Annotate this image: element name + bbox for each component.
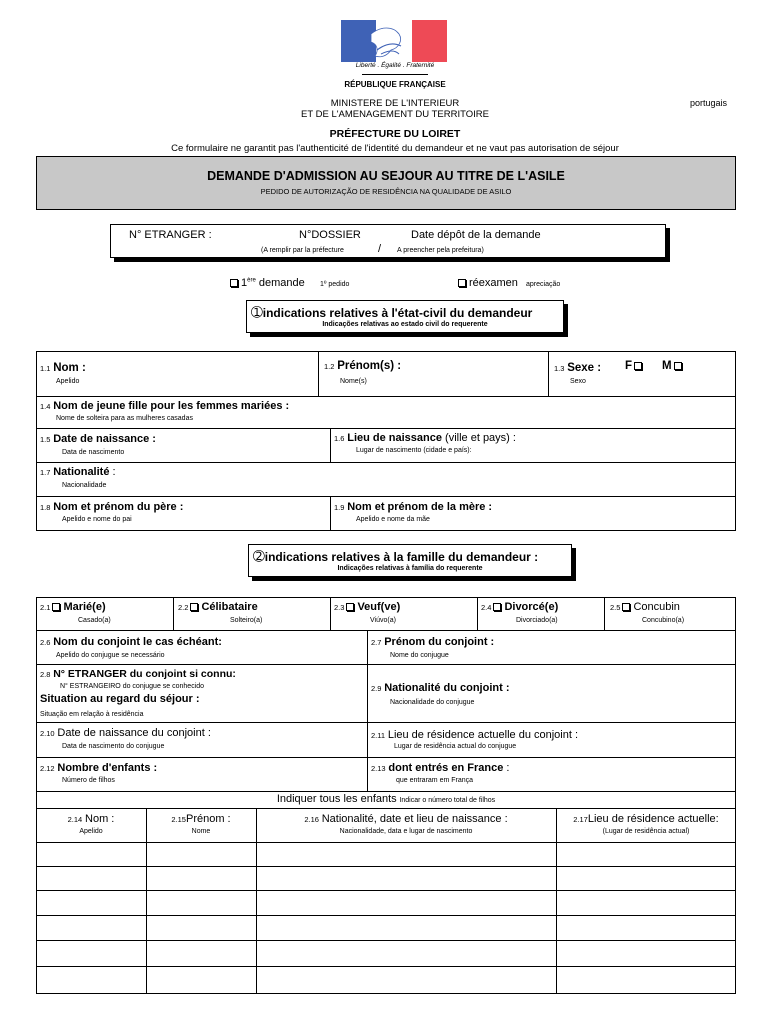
col-children-nationality-pt: Nacionalidade, data e lugar de nascimento xyxy=(339,828,473,835)
section2-subtitle: Indicações relativas à família do requerente xyxy=(337,565,483,572)
field-1-3-pt: Sexo xyxy=(570,378,586,385)
checkbox-icon[interactable] xyxy=(52,603,60,611)
field-1-5[interactable]: 1.5 Date de naissance : xyxy=(40,433,156,445)
form-subtitle: PEDIDO DE AUTORIZAÇÃO DE RESIDÊNCIA NA QUALIDADE DE ASILO xyxy=(260,187,512,196)
field-1-5-pt: Data de nascimento xyxy=(62,449,125,456)
republic-label: RÉPUBLIQUE FRANÇAISE xyxy=(344,80,446,89)
slash-separator: / xyxy=(378,243,382,255)
section2-title: ➁indications relatives à la famille du demandeur : xyxy=(253,548,539,564)
status-concubin-option[interactable]: 2.5 Concubin xyxy=(610,601,680,613)
field-1-1-pt: Apelido xyxy=(56,378,80,385)
field-2-10-pt: Data de nascimento do conjugue xyxy=(62,743,165,750)
col-children-name-pt: Apelido xyxy=(79,828,103,835)
field-2-6[interactable]: 2.6 Nom du conjoint le cas échéant: xyxy=(40,636,222,648)
field-2-12[interactable]: 2.12 Nombre d'enfants : xyxy=(40,762,158,774)
etranger-number-label: N° ETRANGER : xyxy=(129,229,212,241)
checkbox-icon[interactable] xyxy=(634,362,642,370)
date-depot-label: Date dépôt de la demande xyxy=(411,229,541,241)
disclaimer: Ce formulaire ne garantit pas l'authenticité de l'identité du demandeur et ne vaut pas autorisation de séjour xyxy=(171,143,619,154)
col-children-residence-pt: (Lugar de residência actual) xyxy=(602,828,690,835)
first-request-option[interactable]: 1ère demande xyxy=(228,277,305,289)
republic-logo xyxy=(341,20,447,62)
field-1-9[interactable]: 1.9 Nom et prénom de la mère : xyxy=(334,501,493,513)
status-divorced-pt: Divorciado(a) xyxy=(516,617,558,624)
first-request-pt: 1º pedido xyxy=(320,281,350,288)
field-2-9-pt: Nacionalidade do conjugue xyxy=(390,699,475,706)
dossier-number-label: N°DOSSIER xyxy=(299,229,361,241)
field-1-9-pt: Apelido e nome da mãe xyxy=(356,516,430,523)
status-single-pt: Solteiro(a) xyxy=(230,617,263,624)
field-2-10[interactable]: 2.10 Date de naissance du conjoint : xyxy=(40,727,211,739)
ministry-line1: MINISTERE DE L'INTERIEUR xyxy=(330,98,460,109)
children-table-header: Indiquer tous les enfants Indicar o número total de filhos xyxy=(276,793,496,805)
field-1-4-pt: Nome de solteira para as mulheres casadas xyxy=(56,415,193,422)
checkbox-icon[interactable] xyxy=(674,362,682,370)
status-concubin-pt: Concubino(a) xyxy=(642,617,685,624)
status-widowed-option[interactable]: 2.3 Veuf(ve) xyxy=(334,601,401,613)
field-1-1[interactable]: 1.1 Nom : xyxy=(40,362,86,374)
field-2-11[interactable]: 2.11 Lieu de résidence actuelle du conjoint : xyxy=(371,729,579,741)
table-row[interactable] xyxy=(37,867,735,890)
table-row[interactable] xyxy=(37,843,735,866)
field-2-13-pt: que entraram em França xyxy=(396,777,474,784)
field-1-2-pt: Nome(s) xyxy=(340,378,367,385)
checkbox-icon[interactable] xyxy=(190,603,198,611)
title-banner xyxy=(36,156,736,210)
section1-subtitle: Indicações relativas ao estado civil do requerente xyxy=(322,321,488,328)
field-1-7-pt: Nacionalidade xyxy=(62,482,107,489)
a-remplir-note: (A remplir par la préfecture xyxy=(261,247,344,254)
status-married-pt: Casado(a) xyxy=(78,617,111,624)
field-2-8-pt: N° ESTRANGEIRO do conjugue se conhecido xyxy=(60,683,205,690)
sex-female-option[interactable]: F xyxy=(625,360,645,372)
table-row[interactable] xyxy=(37,891,735,915)
checkbox-icon[interactable] xyxy=(493,603,501,611)
ministry-line2: ET DE L'AMENAGEMENT DU TERRITOIRE xyxy=(301,109,489,120)
field-2-12-pt: Número de filhos xyxy=(62,777,115,784)
col-children-nationality: 2.16 Nationalité, date et lieu de naissance : xyxy=(304,813,508,825)
field-1-6-pt: Lugar de nascimento (cidade e país): xyxy=(356,447,472,454)
col-children-firstname: 2.15Prénom : xyxy=(171,813,231,825)
field-2-9[interactable]: 2.9 Nationalité du conjoint : xyxy=(371,682,510,694)
table-row[interactable] xyxy=(37,967,735,993)
field-2-8-situation-pt: Situação em relação à residência xyxy=(40,711,144,718)
checkbox-icon[interactable] xyxy=(346,603,354,611)
table-row[interactable] xyxy=(37,941,735,966)
col-children-firstname-pt: Nome xyxy=(191,828,211,835)
checkbox-icon[interactable] xyxy=(622,603,630,611)
col-children-name: 2.14 Nom : xyxy=(67,813,115,825)
table-row[interactable] xyxy=(37,916,735,940)
checkbox-icon[interactable] xyxy=(230,279,238,287)
field-2-8[interactable]: 2.8 N° ETRANGER du conjoint si connu: xyxy=(40,668,236,680)
section1-title: ➀indications relatives à l'état-civil du demandeur xyxy=(251,304,533,320)
field-1-8-pt: Apelido e nome do pai xyxy=(62,516,132,523)
field-1-8[interactable]: 1.8 Nom et prénom du père : xyxy=(40,501,184,513)
status-married-option[interactable]: 2.1 Marié(e) xyxy=(40,601,106,613)
field-2-13[interactable]: 2.13 dont entrés en France : xyxy=(371,762,510,774)
status-single-option[interactable]: 2.2 Célibataire xyxy=(178,601,258,613)
field-2-6-pt: Apelido do conjugue se necessário xyxy=(56,652,165,659)
form-title: DEMANDE D'ADMISSION AU SEJOUR AU TITRE DE L'ASILE xyxy=(207,169,565,183)
field-2-11-pt: Lugar de residência actual do conjugue xyxy=(394,743,517,750)
prefecture-id-box xyxy=(110,224,666,258)
field-1-6[interactable]: 1.6 Lieu de naissance (ville et pays) : xyxy=(334,432,516,444)
header-divider xyxy=(362,74,428,75)
col-children-residence: 2.17Lieu de résidence actuelle: xyxy=(573,813,719,825)
prefecture-title: PRÉFECTURE DU LOIRET xyxy=(329,128,461,140)
field-2-7[interactable]: 2.7 Prénom du conjoint : xyxy=(371,636,495,648)
a-preencher-note: A preencher pela prefeitura) xyxy=(397,247,484,254)
field-1-4[interactable]: 1.4 Nom de jeune fille pour les femmes mariées : xyxy=(40,400,290,412)
status-widowed-pt: Viúvo(a) xyxy=(370,617,396,624)
field-2-8-situation[interactable]: Situation au regard du séjour : xyxy=(40,693,200,705)
reexamen-option[interactable]: réexamen xyxy=(456,277,518,289)
reexamen-pt: apreciação xyxy=(526,281,561,288)
field-2-7-pt: Nome do conjugue xyxy=(390,652,449,659)
section2-header xyxy=(248,544,572,577)
field-1-2[interactable]: 1.2 Prénom(s) : xyxy=(324,360,402,372)
checkbox-icon[interactable] xyxy=(458,279,466,287)
section1-header xyxy=(246,300,564,333)
motto: Liberté . Égalité . Fraternité xyxy=(355,62,435,69)
field-1-3: 1.3 Sexe : xyxy=(554,362,602,374)
field-1-7[interactable]: 1.7 Nationalité : xyxy=(40,466,116,478)
language-label: portugais xyxy=(690,98,728,108)
sex-male-option[interactable]: M xyxy=(662,360,685,372)
status-divorced-option[interactable]: 2.4 Divorcé(e) xyxy=(481,601,559,613)
